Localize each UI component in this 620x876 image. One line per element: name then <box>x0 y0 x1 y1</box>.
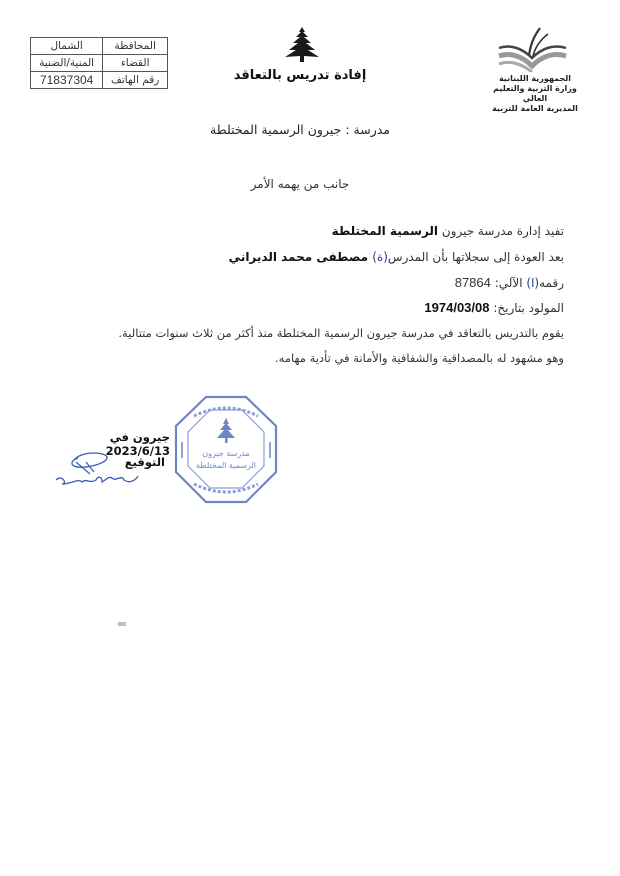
svg-text:الرسمية المختلطة: الرسمية المختلطة <box>195 461 257 470</box>
body-text: تفيد إدارة مدرسة جيرون <box>438 224 564 238</box>
body-line-2 <box>229 250 564 264</box>
ministry-name <box>480 74 590 114</box>
signature <box>52 448 142 493</box>
ministry-line: الجمهورية اللبنانية <box>498 74 572 83</box>
ministry-line: المديرية العامة للتربية <box>492 104 578 113</box>
ministry-line: وزارة التربية والتعليم العالي <box>493 84 577 103</box>
body-line-5: يقوم بالتدريس بالتعاقد في مدرسة جيرون الرسمية المختلطة منذ أكثر من ثلاث سنوات متتالية. <box>118 326 564 340</box>
school-line <box>150 122 450 137</box>
gender-marker: (ة) <box>372 250 388 264</box>
signature-label: التوقيع <box>124 455 165 469</box>
cedar-stamp-icon <box>217 418 235 443</box>
body-line-4 <box>424 300 564 315</box>
svg-text:مدرسة جيرون: مدرسة جيرون <box>202 449 250 458</box>
employee-number: 87864 <box>454 275 491 290</box>
school-name: جيرون الرسمية المختلطة <box>210 122 342 137</box>
cedar-tree-icon <box>282 26 322 64</box>
info-label: رقم الهاتف <box>103 72 168 89</box>
body-line-3 <box>455 275 564 290</box>
info-value: الشمال <box>31 38 103 55</box>
place-date: جيرون في 2023/6/13 <box>105 430 170 458</box>
body-line-1 <box>332 224 564 238</box>
info-table <box>30 37 168 89</box>
body-line-6: وهو مشهود له بالمصداقية والشفافية والأمانة في تأدية مهامه. <box>275 351 564 365</box>
body-text: بعد العودة إلى سجلاتها بأن المدرس <box>387 250 564 264</box>
teacher-name: مصطفى محمد الديراني <box>228 250 373 264</box>
body-text: رقمه <box>539 276 564 290</box>
info-row <box>31 55 168 72</box>
birth-date: 1974/03/08 <box>424 300 490 315</box>
salutation: جانب من يهمه الأمر <box>250 177 350 191</box>
school-stamp <box>172 394 280 506</box>
info-row <box>31 38 168 55</box>
info-label: المحافظة <box>103 38 168 55</box>
school-prefix: مدرسة : <box>341 122 390 137</box>
info-value: المنية/الضنية <box>31 55 103 72</box>
scan-artifact <box>118 622 126 626</box>
info-label: القضاء <box>103 55 168 72</box>
document-title: إفادة تدريس بالتعاقد <box>233 68 367 83</box>
body-text: الآلي: <box>490 276 527 290</box>
gender-marker: (ا) <box>526 276 540 290</box>
school-name-bold: الرسمية المختلطة <box>331 224 439 238</box>
open-book-icon <box>496 26 568 72</box>
info-value-phone: 71837304 <box>31 72 103 89</box>
body-text: المولود بتاريخ: <box>489 301 564 315</box>
info-row <box>31 72 168 89</box>
